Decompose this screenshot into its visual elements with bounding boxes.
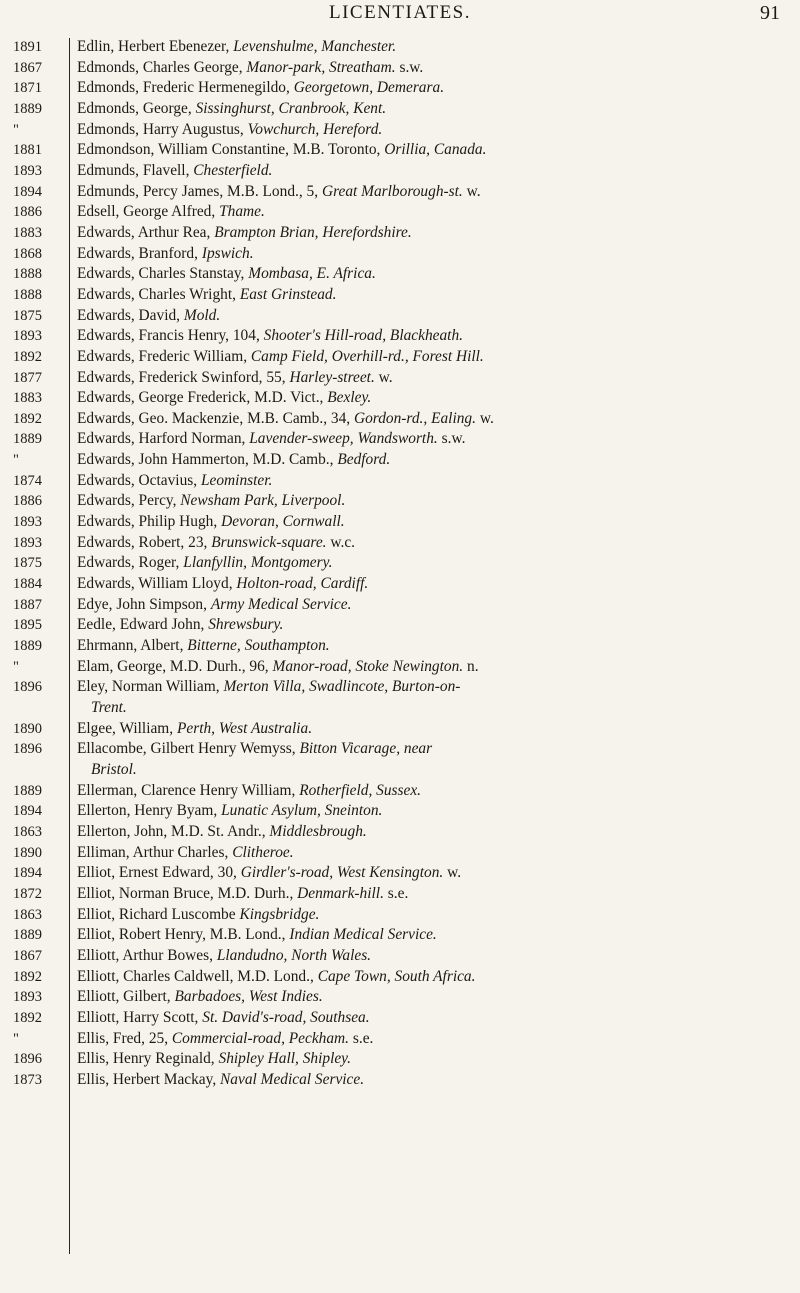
entry-name: Elliott, Arthur Bowes, — [77, 946, 213, 964]
entry-name: Elliot, Norman Bruce, M.D. Durh., — [77, 884, 294, 902]
entry-year: 1895 — [13, 617, 42, 634]
page-header — [0, 2, 800, 24]
entry-address: Shooter's Hill-road, Blackheath. — [263, 327, 464, 345]
entry-address: Clitheroe. — [232, 843, 294, 861]
entry-name: Edwards, Charles Stanstay, — [77, 265, 245, 283]
list-item — [0, 553, 800, 574]
entry-text — [65, 244, 800, 265]
entry-year: 1896 — [13, 741, 42, 758]
entry-district: w.c. — [330, 533, 356, 551]
entry-year: " — [13, 452, 19, 469]
entry-name: Edmonds, Harry Augustus, — [77, 120, 244, 138]
entry-text — [65, 471, 800, 492]
list-item — [0, 326, 800, 347]
entry-address: Shipley Hall, Shipley. — [218, 1050, 352, 1068]
entry-address-continued: Bristol. — [91, 760, 137, 778]
entry-year: 1883 — [13, 224, 42, 241]
entry-name: Edwards, John Hammerton, M.D. Camb., — [77, 451, 334, 469]
entry-name: Ellerton, Henry Byam, — [77, 802, 218, 820]
entry-year: 1893 — [13, 328, 42, 345]
entry-name: Edmonds, Charles George, — [77, 58, 243, 76]
entry-district: w. — [447, 864, 462, 882]
entry-text — [65, 306, 800, 327]
entry-text — [65, 884, 800, 905]
entry-name: Elliman, Arthur Charles, — [77, 843, 229, 861]
list-item — [0, 595, 800, 616]
entry-name: Edwards, Geo. Mackenzie, M.B. Camb., 34, — [77, 409, 351, 427]
entry-year: 1889 — [13, 100, 42, 117]
entry-district: n. — [467, 657, 479, 675]
entry-address: Bitton Vicarage, near — [299, 740, 433, 758]
entry-year: 1889 — [13, 782, 42, 799]
entry-year: 1893 — [13, 534, 42, 551]
entry-text — [65, 636, 800, 657]
entry-year: 1877 — [13, 369, 42, 386]
entry-text — [65, 533, 800, 554]
entry-address: Perth, West Australia. — [176, 719, 313, 737]
list-item — [0, 967, 800, 988]
entry-address: Mombasa, E. Africa. — [248, 265, 376, 283]
entry-district: s.e. — [352, 1029, 374, 1047]
entry-text — [65, 368, 800, 389]
entry-text — [65, 409, 800, 430]
entry-address: Bexley. — [327, 389, 372, 407]
entry-address: St. David's-road, Southsea. — [202, 1008, 370, 1026]
entry-address: Girdler's-road, West Kensington. — [240, 864, 444, 882]
list-item — [0, 1049, 800, 1070]
list-item — [0, 636, 800, 657]
list-item — [0, 285, 800, 306]
entry-name: Edwards, William Lloyd, — [77, 575, 233, 593]
list-item — [0, 801, 800, 822]
entry-text — [65, 1049, 800, 1070]
list-item — [0, 677, 800, 718]
entry-year: 1872 — [13, 885, 42, 902]
list-item — [0, 657, 800, 678]
list-item — [0, 574, 800, 595]
entry-year: " — [13, 658, 19, 675]
entry-name: Edwards, George Frederick, M.D. Vict., — [77, 389, 324, 407]
entry-text — [65, 285, 800, 306]
entry-address: Gordon-rd., Ealing. — [353, 409, 476, 427]
entry-text — [65, 388, 800, 409]
entry-year: " — [13, 121, 19, 138]
entry-name: Ehrmann, Albert, — [77, 637, 184, 655]
entry-name: Edwards, Charles Wright, — [77, 285, 236, 303]
list-item — [0, 161, 800, 182]
entry-address: Holton-road, Cardiff. — [236, 575, 369, 593]
list-item — [0, 99, 800, 120]
entry-name: Edwards, Francis Henry, 104, — [77, 327, 260, 345]
entry-text — [65, 161, 800, 182]
entry-year: 1889 — [13, 431, 42, 448]
entry-name: Edwards, David, — [77, 306, 181, 324]
entry-text — [65, 946, 800, 967]
entry-text — [65, 863, 800, 884]
list-item — [0, 884, 800, 905]
entry-text — [65, 37, 800, 58]
entry-address: Llandudno, North Wales. — [216, 946, 372, 964]
entry-name: Elliott, Harry Scott, — [77, 1008, 199, 1026]
entry-address: Indian Medical Service. — [289, 926, 437, 944]
entry-name: Elliot, Richard Luscombe — [77, 905, 236, 923]
entry-year: 1892 — [13, 410, 42, 427]
entry-address: Levenshulme, Manchester. — [233, 38, 397, 55]
entry-name: Edwards, Roger, — [77, 554, 180, 572]
entry-district: w. — [479, 409, 494, 427]
entry-name: Eedle, Edward John, — [77, 616, 205, 634]
list-item — [0, 388, 800, 409]
list-item — [0, 1070, 800, 1091]
list-item — [0, 471, 800, 492]
entry-text — [65, 677, 800, 718]
entry-address: Bedford. — [337, 451, 391, 469]
entry-text — [65, 801, 800, 822]
entry-year: 1887 — [13, 596, 42, 613]
entry-address: Commercial-road, Peckham. — [171, 1029, 350, 1047]
entry-text — [65, 905, 800, 926]
entry-district: w. — [378, 368, 393, 386]
entry-address: Chesterfield. — [193, 161, 273, 179]
entry-address: Kingsbridge. — [239, 905, 320, 923]
entry-year: 1893 — [13, 514, 42, 531]
entry-district: s.w. — [399, 58, 424, 76]
list-item — [0, 58, 800, 79]
entry-year: 1868 — [13, 245, 42, 262]
entry-name: Elliot, Ernest Edward, 30, — [77, 864, 237, 882]
entry-year: 1873 — [13, 1071, 42, 1088]
entry-text — [65, 120, 800, 141]
entry-year: 1893 — [13, 162, 42, 179]
entry-year: 1883 — [13, 390, 42, 407]
entry-address: Manor-park, Streatham. — [246, 58, 396, 76]
entry-address: Cape Town, South Africa. — [317, 967, 476, 985]
entry-text — [65, 843, 800, 864]
entry-name: Edmonds, Frederic Hermenegildo, — [77, 79, 290, 97]
entry-text — [65, 429, 800, 450]
entry-address: Leominster. — [200, 471, 273, 489]
list-item — [0, 368, 800, 389]
entry-year: 1888 — [13, 266, 42, 283]
entry-address: Manor-road, Stoke Newington. — [272, 657, 464, 675]
entry-text — [65, 574, 800, 595]
list-item — [0, 843, 800, 864]
list-item — [0, 946, 800, 967]
entry-name: Edmunds, Flavell, — [77, 161, 190, 179]
entry-year: " — [13, 1030, 19, 1047]
entry-year: 1881 — [13, 142, 42, 159]
entry-name: Edwards, Branford, — [77, 244, 198, 262]
entry-district: s.w. — [441, 430, 466, 448]
entry-address: Middlesbrough. — [269, 822, 367, 840]
entry-year: 1886 — [13, 204, 42, 221]
entry-text — [65, 202, 800, 223]
entry-name: Edwards, Frederic William, — [77, 347, 248, 365]
entry-year: 1893 — [13, 989, 42, 1006]
entry-name: Edwards, Robert, 23, — [77, 533, 208, 551]
entry-name: Elam, George, M.D. Durh., 96, — [77, 657, 269, 675]
entry-address: Harley-street. — [289, 368, 375, 386]
entry-address: Denmark-hill. — [297, 884, 384, 902]
entry-name: Elliot, Robert Henry, M.B. Lond., — [77, 926, 286, 944]
entry-address: Vowchurch, Hereford. — [247, 120, 383, 138]
entry-address: Mold. — [183, 306, 221, 324]
entry-name: Ellis, Henry Reginald, — [77, 1050, 215, 1068]
list-item — [0, 905, 800, 926]
entry-address: Naval Medical Service. — [220, 1070, 365, 1088]
entry-text — [65, 1029, 800, 1050]
entry-address: Georgetown, Demerara. — [293, 79, 445, 97]
entry-year: 1886 — [13, 493, 42, 510]
entry-address: Devoran, Cornwall. — [221, 513, 345, 531]
entry-name: Edmunds, Percy James, M.B. Lond., 5, — [77, 182, 319, 200]
list-item — [0, 512, 800, 533]
entry-text — [65, 223, 800, 244]
list-item — [0, 987, 800, 1008]
entry-year: 1894 — [13, 183, 42, 200]
entry-address: Great Marlborough-st. — [321, 182, 463, 200]
entry-year: 1890 — [13, 844, 42, 861]
entry-year: 1896 — [13, 679, 42, 696]
entry-text — [65, 553, 800, 574]
list-item — [0, 491, 800, 512]
entry-year: 1892 — [13, 348, 42, 365]
entry-name: Edwards, Octavius, — [77, 471, 198, 489]
entry-text — [65, 182, 800, 203]
entry-text — [65, 1070, 800, 1091]
list-item — [0, 244, 800, 265]
entry-year: 1889 — [13, 927, 42, 944]
entry-address: Lunatic Asylum, Sneinton. — [221, 802, 383, 820]
entry-text — [65, 967, 800, 988]
entry-name: Edwards, Percy, — [77, 492, 177, 510]
entry-address: Orillia, Canada. — [384, 141, 487, 159]
entry-text — [65, 491, 800, 512]
entry-address: Newsham Park, Liverpool. — [180, 492, 346, 510]
entry-year: 1875 — [13, 555, 42, 572]
entry-year: 1896 — [13, 1051, 42, 1068]
entry-address: Camp Field, Overhill-rd., Forest Hill. — [250, 347, 484, 365]
list-item — [0, 429, 800, 450]
list-item — [0, 202, 800, 223]
entry-year: 1889 — [13, 638, 42, 655]
running-title: LICENTIATES. — [328, 2, 471, 23]
licentiate-list — [0, 37, 800, 1090]
entry-address: Bitterne, Southampton. — [187, 637, 330, 655]
entry-name: Edwards, Philip Hugh, — [77, 513, 218, 531]
entry-year: 1871 — [13, 80, 42, 97]
entry-year: 1884 — [13, 576, 42, 593]
entry-year: 1863 — [13, 906, 42, 923]
entry-name: Edsell, George Alfred, — [77, 203, 216, 221]
entry-name: Ellis, Fred, 25, — [77, 1029, 169, 1047]
entry-address: Shrewsbury. — [208, 616, 284, 634]
entry-year: 1863 — [13, 823, 42, 840]
list-item — [0, 120, 800, 141]
entry-address: Lavender-sweep, Wandsworth. — [249, 430, 438, 448]
list-item — [0, 925, 800, 946]
entry-text — [65, 264, 800, 285]
list-item — [0, 450, 800, 471]
entry-name: Edwards, Frederick Swinford, 55, — [77, 368, 286, 386]
entry-district: s.e. — [387, 884, 409, 902]
entry-name: Eley, Norman William, — [77, 678, 220, 696]
entry-name: Edwards, Arthur Rea, — [77, 223, 211, 241]
entry-name: Ellis, Herbert Mackay, — [77, 1070, 217, 1088]
entry-text — [65, 719, 800, 740]
list-item — [0, 264, 800, 285]
entry-address: Brampton Brian, Herefordshire. — [214, 223, 412, 241]
entry-name: Edlin, Herbert Ebenezer, — [77, 38, 230, 55]
entry-text — [65, 615, 800, 636]
entry-name: Edmondson, William Constantine, M.B. Toronto, — [77, 141, 381, 159]
entry-address: Army Medical Service. — [210, 595, 352, 613]
entry-address: East Grinstead. — [239, 285, 337, 303]
entry-address: Brunswick-square. — [211, 533, 327, 551]
list-item — [0, 781, 800, 802]
page-number: 91 — [760, 2, 780, 24]
entry-year: 1892 — [13, 1009, 42, 1026]
entry-name: Elgee, William, — [77, 719, 174, 737]
entry-address: Ipswich. — [201, 244, 254, 262]
entry-text — [65, 595, 800, 616]
list-item — [0, 347, 800, 368]
entry-address: Merton Villa, Swadlincote, Burton-on- — [223, 678, 461, 696]
entry-text — [65, 140, 800, 161]
entry-text — [65, 347, 800, 368]
entry-name: Edye, John Simpson, — [77, 595, 207, 613]
entry-address: Llanfyllin, Montgomery. — [183, 554, 333, 572]
list-item — [0, 37, 800, 58]
list-item — [0, 739, 800, 780]
entry-text — [65, 78, 800, 99]
entry-text — [65, 987, 800, 1008]
list-item — [0, 182, 800, 203]
entry-year: 1875 — [13, 307, 42, 324]
entry-address: Thame. — [219, 203, 265, 221]
entry-name: Ellerman, Clarence Henry William, — [77, 781, 296, 799]
entry-text — [65, 925, 800, 946]
entry-year: 1867 — [13, 59, 42, 76]
entry-name: Elliott, Charles Caldwell, M.D. Lond., — [77, 967, 314, 985]
entry-year: 1888 — [13, 286, 42, 303]
entry-text — [65, 99, 800, 120]
entry-address: Sissinghurst, Cranbrook, Kent. — [195, 99, 387, 117]
entry-year: 1874 — [13, 472, 42, 489]
list-item — [0, 306, 800, 327]
entry-year: 1890 — [13, 720, 42, 737]
entry-year: 1894 — [13, 803, 42, 820]
entry-text — [65, 739, 800, 780]
entry-text — [65, 822, 800, 843]
entry-text — [65, 58, 800, 79]
entry-year: 1894 — [13, 865, 42, 882]
entry-name: Ellerton, John, M.D. St. Andr., — [77, 822, 266, 840]
entry-name: Edwards, Harford Norman, — [77, 430, 246, 448]
list-item — [0, 719, 800, 740]
list-item — [0, 78, 800, 99]
list-item — [0, 822, 800, 843]
entry-name: Ellacombe, Gilbert Henry Wemyss, — [77, 740, 296, 758]
entry-address-continued: Trent. — [91, 699, 127, 716]
list-item — [0, 409, 800, 430]
entry-year: 1867 — [13, 947, 42, 964]
entry-district: w. — [466, 182, 481, 200]
entry-name: Elliott, Gilbert, — [77, 988, 171, 1006]
entry-address: Barbadoes, West Indies. — [174, 988, 323, 1006]
list-item — [0, 223, 800, 244]
list-item — [0, 615, 800, 636]
list-item — [0, 533, 800, 554]
list-item — [0, 1029, 800, 1050]
entry-text — [65, 1008, 800, 1029]
list-item — [0, 1008, 800, 1029]
entry-name: Edmonds, George, — [77, 99, 192, 117]
list-item — [0, 863, 800, 884]
entry-year: 1892 — [13, 968, 42, 985]
entry-address: Rotherfield, Sussex. — [299, 781, 422, 799]
entry-text — [65, 512, 800, 533]
entry-year: 1891 — [13, 39, 42, 55]
entry-text — [65, 657, 800, 678]
entry-text — [65, 781, 800, 802]
entry-text — [65, 326, 800, 347]
entry-text — [65, 450, 800, 471]
list-item — [0, 140, 800, 161]
